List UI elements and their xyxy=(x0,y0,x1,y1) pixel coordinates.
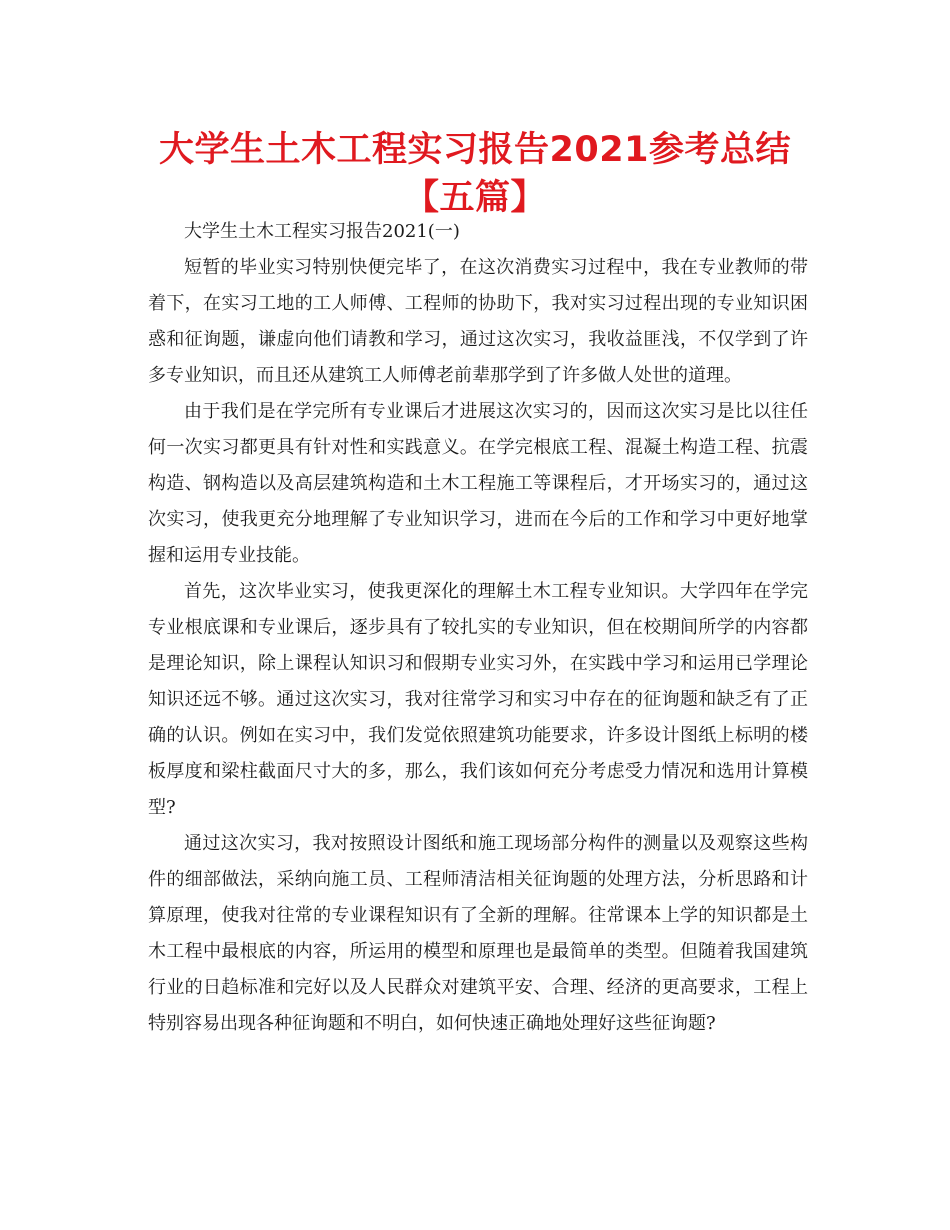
section-heading: 大学生土木工程实习报告2021(一) xyxy=(184,221,460,242)
document-title: 大学生土木工程实习报告2021参考总结【五篇】 xyxy=(159,130,791,218)
paragraph: 短暂的毕业实习特别快便完毕了，在这次消费实习过程中，我在专业教师的带着下，在实习工地的工人师傅、工程师的协助下，我对实习过程出现的专业知识困惑和征询题，谦虚向他们请教和学习，通过这次实习，我收益匪浅，不仅学到了许多专业知识，而且还从建筑工人师傅老前辈那学到了许多做人处世的道理。 xyxy=(148,257,808,386)
paragraph: 首先，这次毕业实习，使我更深化的理解土木工程专业知识。大学四年在学完专业根底课和专业课后，逐步具有了较扎实的专业知识，但在校期间所学的内容都是理论知识，除上课程认知识习和假期专业实习外，在实践中学习和运用已学理论知识还远不够。通过这次实习，我对往常学习和实习中存在的征询题和缺乏有了正确的认识。例如在实习中，我们发觉依照建筑功能要求，许多设计图纸上标明的楼板厚度和梁柱截面尺寸大的多，那么，我们该如何充分考虑受力情况和选用计算模型? xyxy=(148,581,808,818)
document-body xyxy=(148,214,808,1042)
paragraph: 通过这次实习，我对按照设计图纸和施工现场部分构件的测量以及观察这些构件的细部做法，采纳向施工员、工程师清洁相关征询题的处理方法，分析思路和计算原理，使我对往常的专业课程知识有了全新的理解。往常课本上学的知识都是土木工程中最根底的内容，所运用的模型和原理也是最简单的类型。但随着我国建筑行业的日趋标准和完好以及人民群众对建筑平安、合理、经济的更高要求，工程上特别容易出现各种征询题和不明白，如何快速正确地处理好这些征询题? xyxy=(148,833,808,1034)
paragraph: 由于我们是在学完所有专业课后才进展这次实习的，因而这次实习是比以往任何一次实习都更具有针对性和实践意义。在学完根底工程、混凝土构造工程、抗震构造、钢构造以及高层建筑构造和土木工程施工等课程后，才开场实习的，通过这次实习，使我更充分地理解了专业知识学习，进而在今后的工作和学习中更好地掌握和运用专业技能。 xyxy=(148,401,808,566)
